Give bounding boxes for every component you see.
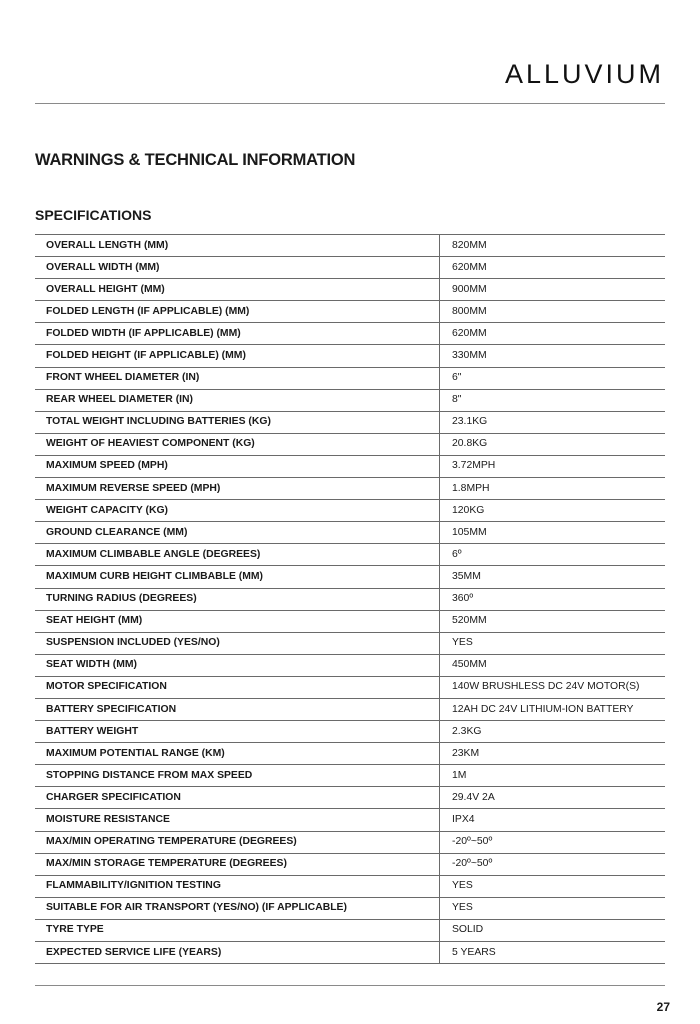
- spec-label: OVERALL WIDTH (MM): [35, 257, 440, 279]
- spec-label: BATTERY WEIGHT: [35, 721, 440, 743]
- spec-row: [35, 787, 665, 809]
- spec-label: MAXIMUM REVERSE SPEED (MPH): [35, 478, 440, 500]
- spec-value: 900MM: [440, 279, 666, 301]
- page-number: 27: [656, 1000, 670, 1014]
- spec-label: TYRE TYPE: [35, 919, 440, 941]
- brand-logo: ALLUVIUM: [504, 59, 664, 89]
- spec-row: [35, 345, 665, 367]
- spec-row: [35, 235, 665, 257]
- spec-value: 105MM: [440, 522, 666, 544]
- spec-value: 620MM: [440, 257, 666, 279]
- spec-label: TOTAL WEIGHT INCLUDING BATTERIES (KG): [35, 411, 440, 433]
- spec-label: MAX/MIN STORAGE TEMPERATURE (DEGREES): [35, 853, 440, 875]
- spec-value: 120KG: [440, 500, 666, 522]
- spec-value: 5 YEARS: [440, 942, 666, 964]
- spec-value: -20º~50º: [440, 853, 666, 875]
- spec-value: 35MM: [440, 566, 666, 588]
- spec-row: [35, 942, 665, 964]
- spec-row: [35, 698, 665, 720]
- spec-row: [35, 588, 665, 610]
- spec-value: 820MM: [440, 235, 666, 257]
- spec-value: 3.72MPH: [440, 455, 666, 477]
- spec-label: SUITABLE FOR AIR TRANSPORT (YES/NO) (IF APPLICABLE): [35, 897, 440, 919]
- spec-value: 12AH DC 24V LITHIUM-ION BATTERY: [440, 698, 666, 720]
- spec-label: OVERALL LENGTH (MM): [35, 235, 440, 257]
- spec-label: CHARGER SPECIFICATION: [35, 787, 440, 809]
- spec-label: SUSPENSION INCLUDED (YES/NO): [35, 632, 440, 654]
- spec-label: MOISTURE RESISTANCE: [35, 809, 440, 831]
- specifications-table-body: [35, 235, 665, 964]
- spec-label: REAR WHEEL DIAMETER (IN): [35, 389, 440, 411]
- spec-value: YES: [440, 632, 666, 654]
- spec-label: WEIGHT OF HEAVIEST COMPONENT (KG): [35, 433, 440, 455]
- spec-label: MOTOR SPECIFICATION: [35, 676, 440, 698]
- spec-row: [35, 897, 665, 919]
- spec-row: [35, 919, 665, 941]
- spec-row: [35, 257, 665, 279]
- spec-row: [35, 654, 665, 676]
- spec-value: SOLID: [440, 919, 666, 941]
- spec-value: 800MM: [440, 301, 666, 323]
- spec-label: WEIGHT CAPACITY (KG): [35, 500, 440, 522]
- spec-value: YES: [440, 875, 666, 897]
- spec-row: [35, 632, 665, 654]
- section-title-specifications: SPECIFICATIONS: [35, 207, 152, 223]
- spec-value: 140W BRUSHLESS DC 24V MOTOR(S): [440, 676, 666, 698]
- footer-divider: [35, 985, 665, 986]
- spec-value: 6": [440, 367, 666, 389]
- spec-row: [35, 323, 665, 345]
- spec-value: 29.4V 2A: [440, 787, 666, 809]
- spec-label: FRONT WHEEL DIAMETER (IN): [35, 367, 440, 389]
- spec-value: 20.8KG: [440, 433, 666, 455]
- spec-value: 2.3KG: [440, 721, 666, 743]
- spec-row: [35, 500, 665, 522]
- spec-value: 8": [440, 389, 666, 411]
- spec-value: 620MM: [440, 323, 666, 345]
- spec-label: MAXIMUM CURB HEIGHT CLIMBABLE (MM): [35, 566, 440, 588]
- spec-value: IPX4: [440, 809, 666, 831]
- spec-row: [35, 544, 665, 566]
- spec-label: MAXIMUM SPEED (MPH): [35, 455, 440, 477]
- spec-row: [35, 721, 665, 743]
- spec-label: FLAMMABILITY/IGNITION TESTING: [35, 875, 440, 897]
- spec-value: 520MM: [440, 610, 666, 632]
- spec-value: 1M: [440, 765, 666, 787]
- spec-label: STOPPING DISTANCE FROM MAX SPEED: [35, 765, 440, 787]
- spec-value: 23KM: [440, 743, 666, 765]
- spec-row: [35, 610, 665, 632]
- header-divider: [35, 103, 665, 104]
- spec-row: [35, 478, 665, 500]
- spec-value: 6º: [440, 544, 666, 566]
- spec-value: -20º~50º: [440, 831, 666, 853]
- spec-row: [35, 367, 665, 389]
- spec-row: [35, 433, 665, 455]
- spec-row: [35, 389, 665, 411]
- spec-row: [35, 676, 665, 698]
- spec-label: OVERALL HEIGHT (MM): [35, 279, 440, 301]
- spec-value: YES: [440, 897, 666, 919]
- page-title: WARNINGS & TECHNICAL INFORMATION: [35, 151, 356, 169]
- spec-label: BATTERY SPECIFICATION: [35, 698, 440, 720]
- spec-label: TURNING RADIUS (DEGREES): [35, 588, 440, 610]
- spec-row: [35, 522, 665, 544]
- spec-row: [35, 809, 665, 831]
- spec-row: [35, 765, 665, 787]
- spec-label: MAXIMUM CLIMBABLE ANGLE (DEGREES): [35, 544, 440, 566]
- specifications-table: [35, 234, 665, 964]
- spec-label: EXPECTED SERVICE LIFE (YEARS): [35, 942, 440, 964]
- spec-row: [35, 853, 665, 875]
- spec-label: SEAT WIDTH (MM): [35, 654, 440, 676]
- spec-label: GROUND CLEARANCE (MM): [35, 522, 440, 544]
- spec-label: FOLDED LENGTH (IF APPLICABLE) (MM): [35, 301, 440, 323]
- spec-label: FOLDED WIDTH (IF APPLICABLE) (MM): [35, 323, 440, 345]
- spec-label: MAX/MIN OPERATING TEMPERATURE (DEGREES): [35, 831, 440, 853]
- spec-value: 330MM: [440, 345, 666, 367]
- spec-label: SEAT HEIGHT (MM): [35, 610, 440, 632]
- spec-row: [35, 455, 665, 477]
- spec-row: [35, 875, 665, 897]
- spec-row: [35, 411, 665, 433]
- spec-row: [35, 831, 665, 853]
- spec-value: 450MM: [440, 654, 666, 676]
- spec-row: [35, 301, 665, 323]
- spec-row: [35, 566, 665, 588]
- spec-value: 1.8MPH: [440, 478, 666, 500]
- spec-row: [35, 743, 665, 765]
- spec-label: FOLDED HEIGHT (IF APPLICABLE) (MM): [35, 345, 440, 367]
- spec-value: 360º: [440, 588, 666, 610]
- spec-row: [35, 279, 665, 301]
- spec-value: 23.1KG: [440, 411, 666, 433]
- spec-label: MAXIMUM POTENTIAL RANGE (KM): [35, 743, 440, 765]
